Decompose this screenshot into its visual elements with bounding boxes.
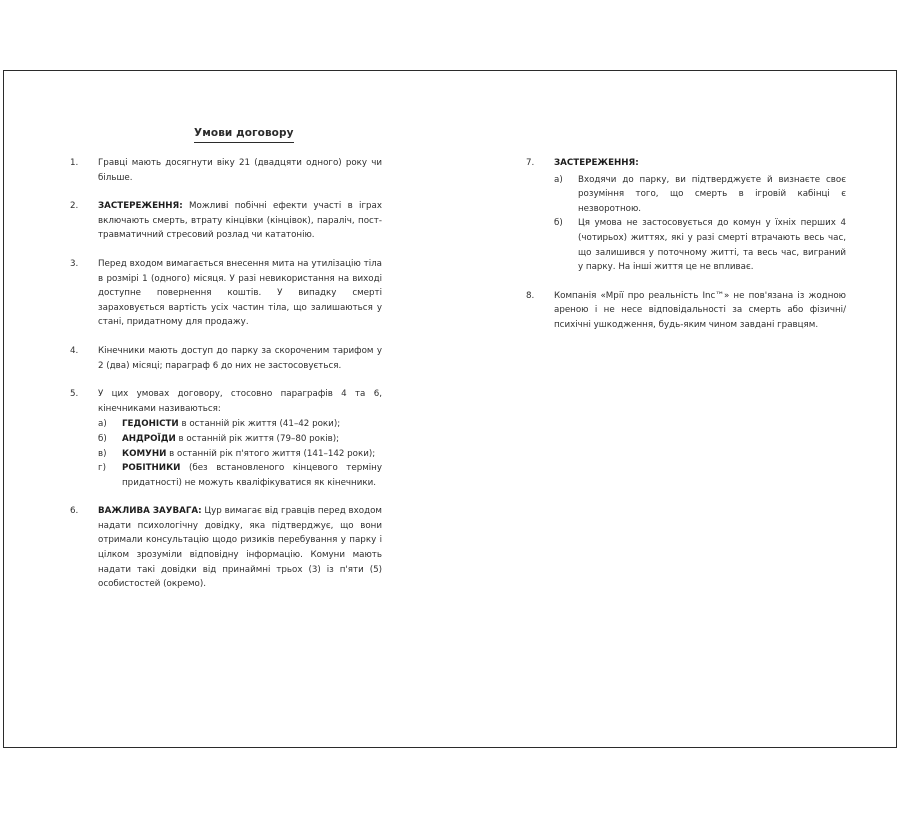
subitem-b [98,432,382,447]
clause-body-text: Можливі побічні ефекти участі в іграх включають смерть, втрату кінцівки (кінцівок), параліч, пост-травматичний стресовий розлад чи кататонію. [98,201,383,241]
page-border-frame [3,70,897,748]
subitem-text [122,419,340,429]
subitem-g [98,461,382,490]
subitem-text: Входячи до парку, ви підтверджуєте й визнаєте своє розуміння того, що смерть в ігровій кабінці є незворотною. [578,174,846,214]
subitem-lead: ГЕДОНІСТИ [122,419,179,430]
clause-number: 7. [526,158,535,168]
clause-1 [70,156,382,185]
clause-lead: ЗАСТЕРЕЖЕННЯ: [554,158,639,168]
subitem-text: Ця умова не застосовується до комун у їхніх перших 4 (чотирьох) життях, які у разі смерті втрачають весь час, що залишився у поточному житті, та весь час, виграний у парку. На інші життя це не впливає. [578,218,846,273]
clause-number: 3. [70,258,79,269]
subitem-marker: а) [554,174,563,185]
clause-lead: ВАЖЛИВА ЗАУВАГА: [98,506,202,517]
subitem-body-text: в останній рік життя (79–80 років); [178,433,340,444]
subitem-lead: КОМУНИ [122,448,167,459]
page-title: Умови договору [194,127,294,143]
subitem-body-text: в останній рік п'ятого життя (141–142 роки); [169,448,376,459]
two-column-body [4,71,898,749]
subitem-marker: г) [98,463,106,474]
subitem-text [122,463,382,488]
clause-number: 6. [70,506,79,517]
clause-8 [526,289,846,333]
clause-text: У цих умовах договору, стосовно параграфів 4 та 6, кінечниками називаються: [98,389,382,414]
subitem-text [122,449,375,459]
clause-text [98,504,382,592]
subitem-body-text: в останній рік життя (41–42 роки); [181,419,341,430]
clause-text [554,156,846,171]
subitem-text [122,434,339,444]
clause-text: Гравці мають досягнути віку 21 (двадцяти одного) року чи більше. [98,158,382,183]
subitem-marker: а) [98,419,107,430]
clause-text: Кінечники мають доступ до парку за скороченим тарифом у 2 (два) місяці; параграф 6 до них не застосовується. [98,345,382,371]
clause-2 [70,199,382,243]
subitem-a [98,417,382,432]
clause-3 [70,257,382,330]
clause-5-subitems [98,417,382,490]
clause-4 [70,344,382,373]
clause-text: Компанія «Мрії про реальність Inc™» не пов'язана із жодною ареною і не несе відповідальності за смерть або фізичні/психічні ушкодження, будь-яким чином завдані гравцям. [554,290,846,330]
right-column [526,156,846,333]
subitem-marker: б) [98,433,107,444]
clause-text [98,199,382,243]
subitem-marker: в) [98,448,107,459]
clause-5 [70,387,382,490]
clause-lead: ЗАСТЕРЕЖЕННЯ: [98,201,183,212]
clause-number: 8. [526,290,535,301]
left-column [70,156,382,592]
clause-number: 2. [70,201,79,212]
clause-body-text: Цур вимагає від гравців перед входом надати психологічну довідку, яка підтверджує, що вони отримали консультацію щодо ризиків перебування у парку і цілком зрозуміли відповідну інформацію. Комуни мають надати такі довідки від принаймні трьох (3) із п'яти (5) особистостей (окремо). [98,506,382,590]
subitem-body-text: (без встановленого кінцевого терміну придатності) не можуть кваліфікуватися як кінечники. [122,463,382,488]
subitem-marker: б) [554,218,563,229]
clause-7 [526,156,846,275]
clause-number: 5. [70,389,79,400]
subitem-lead: РОБІТНИКИ [122,463,181,474]
subitem-a [554,173,846,217]
clause-7-subitems [554,173,846,275]
clause-6 [70,504,382,592]
clause-number: 4. [70,345,79,356]
subitem-lead: АНДРОЇДИ [122,433,176,444]
subitem-v [98,447,382,462]
clause-number: 1. [70,158,79,168]
subitem-b [554,216,846,274]
clause-text: Перед входом вимагається внесення мита на утилізацію тіла в розмірі 1 (одного) місяця. У разі невикористання на виході доступне повернення коштів. У випадку смерті зараховується вартість усіх частин тіла, що залишаються у стані, придатному для продажу. [98,258,382,328]
